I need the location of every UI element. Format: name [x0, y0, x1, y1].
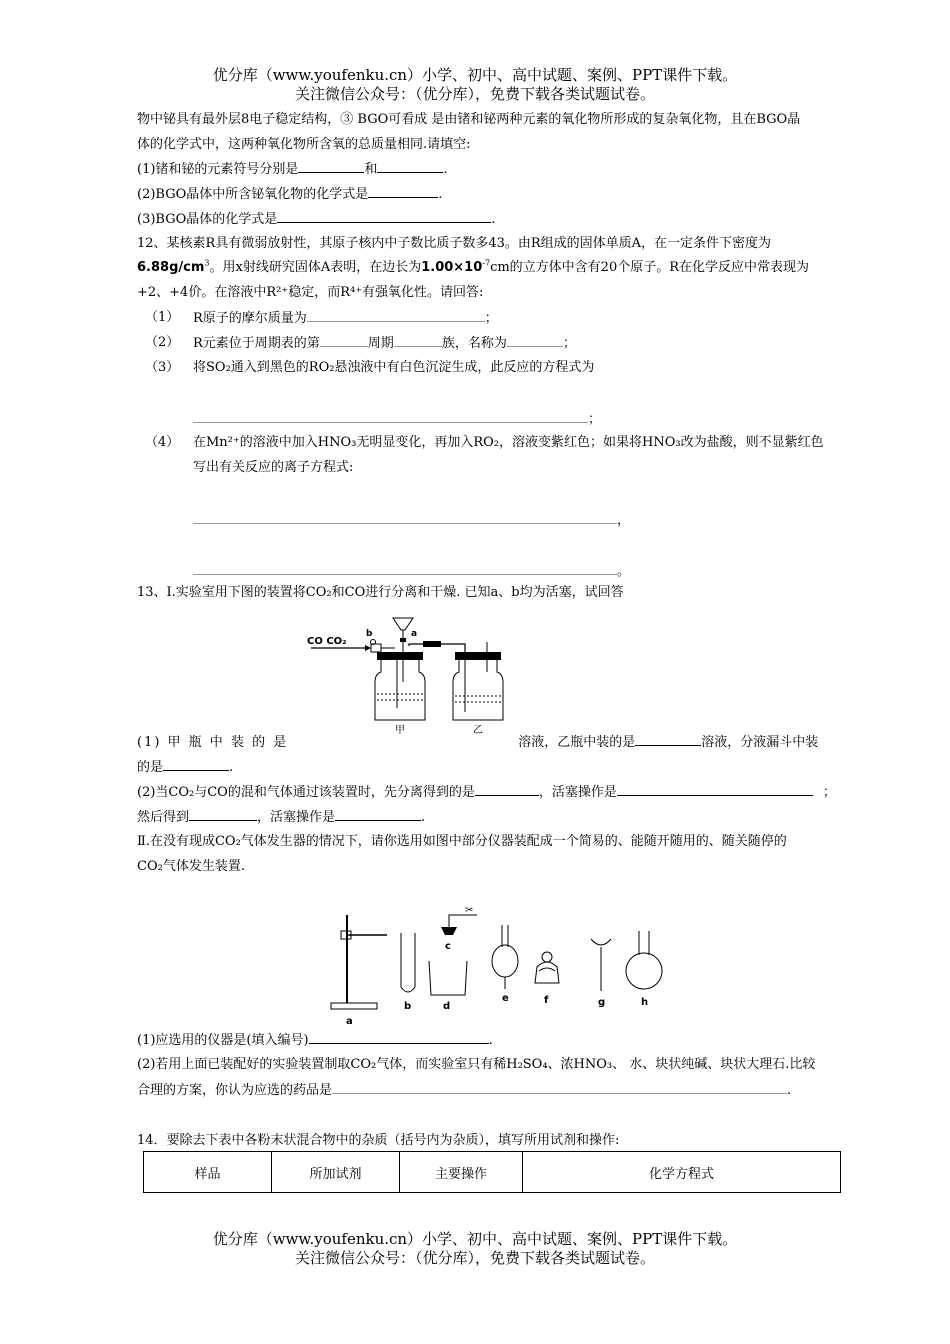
- q13-title: 13、Ⅰ.实验室用下图的装置将CO₂和CO进行分离和干燥. 已知a、b均为活塞，试回答: [137, 585, 624, 600]
- fig2-label-e: e: [502, 993, 509, 1004]
- fig2-label-d: d: [443, 1001, 451, 1012]
- fig2-label-g: g: [598, 997, 606, 1008]
- header-line-2: 关注微信公众号：（优分库），免费下载各类试题试卷。: [294, 85, 655, 103]
- fig1-jar-yi-label: 乙: [473, 725, 483, 736]
- q12-item-2-number: （2）: [145, 335, 180, 350]
- q12-item-4: 在Mn²⁺的溶液中加入HNO₃无明显变化，再加入RO₂，溶液变紫红色；如果将HNO₃改为盐酸，则不显紫红色: [193, 435, 824, 450]
- answer-blank[interactable]: [332, 1081, 787, 1094]
- answer-blank[interactable]: [193, 562, 617, 575]
- q12-item-3-number: （3）: [145, 360, 180, 375]
- q13-sub-2: (2)当CO₂与CO的混和气体通过该装置时，先分离得到的是 ，活塞操作是 ；: [137, 785, 836, 800]
- table-header-row: [144, 1152, 841, 1193]
- q13-sub-3: (1)应选用的仪器是(填入编号) .: [137, 1033, 493, 1048]
- q13-part-ii-1: Ⅱ.在没有现成CO₂气体发生器的情况下，请你选用如图中部分仪器装配成一个简易的、能随开随用的、随关随停的: [137, 834, 787, 849]
- q13-sub-4-cont: 合理的方案，你认为应选的药品是 .: [137, 1083, 792, 1098]
- q14-table: [143, 1151, 841, 1193]
- round-bottom-flask-icon: [626, 931, 662, 1008]
- fig2-label-h: h: [641, 997, 649, 1008]
- instrument-options-figure: [325, 905, 685, 1027]
- q12-para-3: +2、+4价。在溶液中R²⁺稳定，而R⁴⁺有强氧化性。请回答:: [137, 285, 484, 300]
- q13-part-ii-2: CO₂气体发生装置.: [137, 859, 245, 874]
- table-header-reagent: 所加试剂: [272, 1152, 400, 1193]
- answer-blank[interactable]: [320, 334, 368, 347]
- fig2-label-f: f: [544, 995, 549, 1006]
- footer-line-1: 优分库（www.youfenku.cn）小学、初中、高中试题、案例、PPT课件下载。: [212, 1230, 738, 1248]
- table-header-operation: 主要操作: [400, 1152, 523, 1193]
- answer-blank[interactable]: [277, 210, 491, 223]
- fig2-label-b: b: [404, 1001, 412, 1012]
- fig1-jar-jia-label: 甲: [395, 725, 405, 736]
- q12-item-4-number: （4）: [145, 435, 180, 450]
- answer-blank[interactable]: [335, 808, 421, 821]
- q12-item-4-answer-1: ，: [193, 511, 630, 530]
- header-line-1: 优分库（www.youfenku.cn）小学、初中、高中试题、案例、PPT课件下载。: [212, 66, 738, 84]
- fig2-label-c: c: [445, 941, 451, 952]
- table-header-sample: 样品: [144, 1152, 272, 1193]
- long-neck-funnel-icon: [591, 939, 611, 1008]
- test-tube-icon: [401, 933, 415, 1012]
- answer-blank[interactable]: [377, 160, 443, 173]
- q13-sub-1: (1) 甲 瓶 中 装 的 是 溶液，乙瓶中装的是 溶液，分液漏斗中装: [137, 735, 819, 750]
- q12-item-3: 将SO₂通入到黑色的RO₂悬浊液中有白色沉淀生成，此反应的方程式为: [193, 360, 595, 375]
- q11-sub-3: (3)BGO晶体的化学式是 .: [137, 212, 496, 227]
- kipp-generator-icon: [535, 952, 559, 1006]
- answer-blank[interactable]: [617, 783, 813, 796]
- svg-text:✂: ✂: [465, 905, 474, 916]
- q12-item-4-answer-2: 。: [193, 562, 630, 581]
- answer-blank[interactable]: [307, 309, 485, 322]
- answer-blank[interactable]: [298, 160, 364, 173]
- fig1-gas-label: CO CO₂: [307, 636, 347, 647]
- fig1-valve-a-label: a: [411, 629, 418, 639]
- q12-item-1: R原子的摩尔质量为 ；: [193, 311, 498, 326]
- q11-para-2: 体的化学式中，这两种氧化物所含氧的总质量相同.请填空:: [137, 137, 471, 152]
- answer-blank[interactable]: [193, 410, 588, 423]
- drying-bulb-icon: [492, 925, 518, 1004]
- answer-blank[interactable]: [193, 511, 617, 524]
- fig2-label-a: a: [346, 1016, 353, 1027]
- iron-stand-icon: [331, 915, 387, 1027]
- table-header-equation: 化学方程式: [523, 1152, 841, 1193]
- beaker-icon: [429, 961, 467, 1012]
- q12-para-2: $6.88g/cm^3$。用x射线研究固体A表明，在边长为$1.00\times 10^{-7}cm$的立方体中含有20个原子。R在化学反应中常表现为: [137, 258, 810, 275]
- stopper-with-tube-icon: [441, 905, 477, 952]
- q13-sub-2-cont: 然后得到 ，活塞操作是 .: [137, 810, 426, 825]
- separation-apparatus-figure: [305, 612, 505, 737]
- q14-title: 14．要除去下表中各粉末状混合物中的杂质（括号内为杂质），填写所用试剂和操作:: [137, 1133, 620, 1148]
- q11-sub-1: (1)锗和铋的元素符号分别是 和 .: [137, 162, 448, 177]
- answer-blank[interactable]: [309, 1031, 489, 1044]
- answer-blank[interactable]: [163, 758, 229, 771]
- answer-blank[interactable]: [507, 334, 563, 347]
- answer-blank[interactable]: [635, 733, 701, 746]
- q11-para-1: 物中铋具有最外层8电子稳定结构，③ BGO可看成 是由锗和铋两种元素的氧化物所形成的复杂氧化物，且在BGO晶: [137, 112, 801, 127]
- answer-blank[interactable]: [394, 334, 442, 347]
- q13-sub-4: (2)若用上面已装配好的实验装置制取CO₂气体，而实验室只有稀H₂SO₄、浓HNO₃、 水、块状纯碱、块状大理石.比较: [137, 1057, 816, 1072]
- answer-blank[interactable]: [189, 808, 257, 821]
- footer-line-2: 关注微信公众号：（优分库），免费下载各类试题试卷。: [294, 1249, 655, 1267]
- q11-sub-2: (2)BGO晶体中所含铋氧化物的化学式是 .: [137, 187, 443, 202]
- q13-sub-1-cont: 的是 .: [137, 760, 234, 775]
- q12-item-4-line-2: 写出有关反应的离子方程式:: [193, 460, 354, 475]
- q12-item-2: R元素位于周期表的第 周期 族，名称为 ；: [193, 336, 576, 351]
- fig1-valve-b-label: b: [366, 629, 373, 639]
- answer-blank[interactable]: [368, 185, 438, 198]
- answer-blank[interactable]: [475, 783, 539, 796]
- q12-item-3-answer: ；: [193, 410, 601, 429]
- q12-para-1: 12、某核素R具有微弱放射性，其原子核内中子数比质子数多43。由R组成的固体单质A，在一定条件下密度为: [137, 236, 772, 251]
- q12-item-1-number: （1）: [145, 310, 180, 325]
